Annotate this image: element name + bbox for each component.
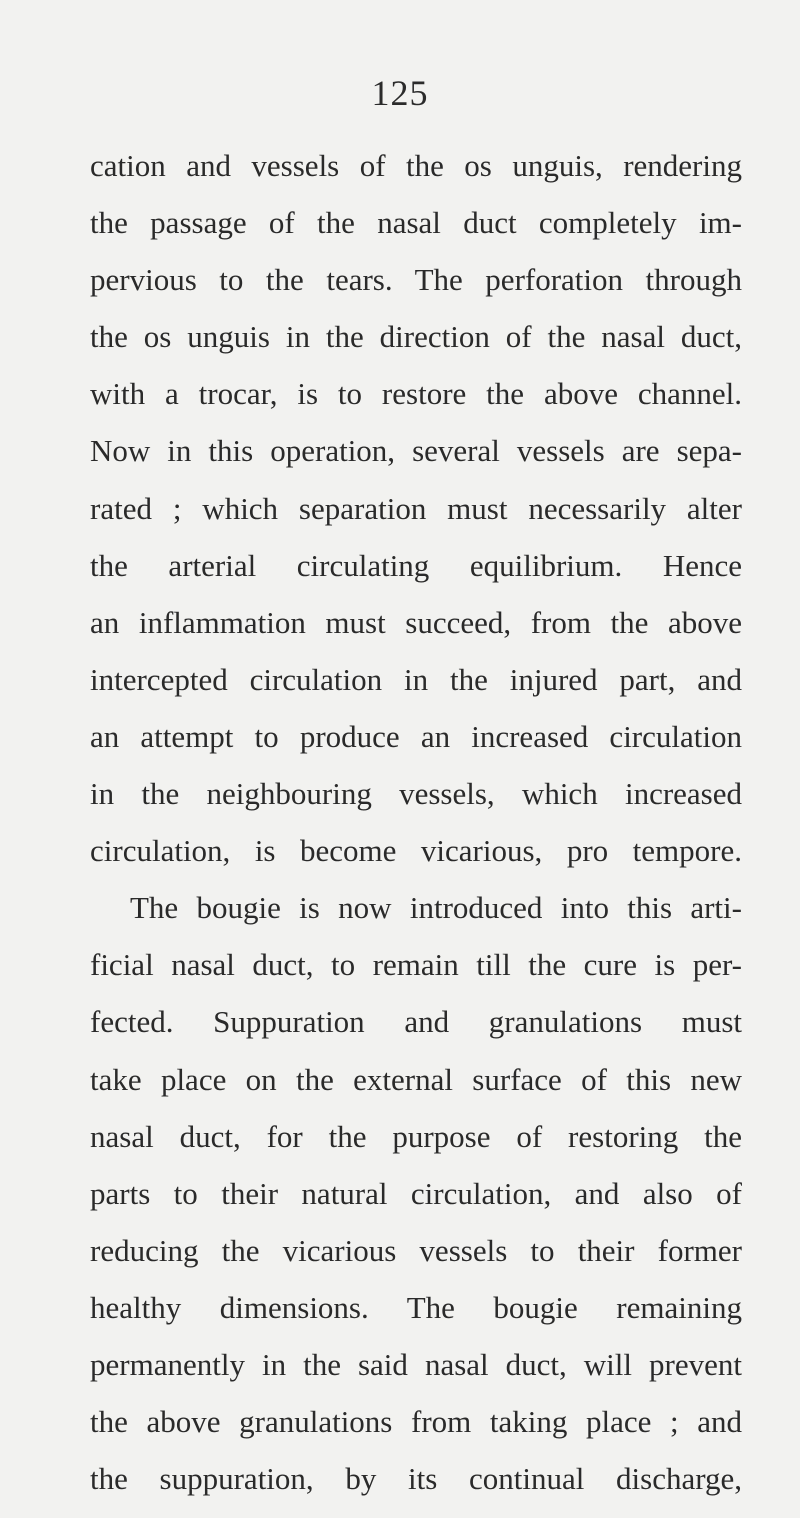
text-line: with a trocar, is to restore the above channel.	[90, 376, 742, 412]
text-line: parts to their natural circulation, and also of	[90, 1175, 742, 1211]
text-line: nasal duct, for the purpose of restoring the	[90, 1118, 742, 1154]
text-line: the above granulations from taking place ; and	[90, 1404, 742, 1440]
text-line: rated ; which separation must necessarily alter	[90, 490, 742, 526]
text-line: healthy dimensions. The bougie remaining	[90, 1289, 742, 1325]
body-text	[90, 137, 742, 1507]
text-line: cation and vessels of the os unguis, rendering	[90, 148, 742, 183]
text-line: in the neighbouring vessels, which increased	[90, 776, 742, 812]
text-line: an inflammation must succeed, from the above	[90, 604, 742, 640]
text-line: fected. Suppuration and granulations must	[90, 1004, 742, 1040]
text-line: circulation, is become vicarious, pro tempore.	[90, 833, 742, 869]
page-number: 125	[371, 73, 429, 113]
text-line: an attempt to produce an increased circulation	[90, 718, 742, 754]
text-line: permanently in the said nasal duct, will prevent	[90, 1346, 742, 1382]
text-line: reducing the vicarious vessels to their former	[90, 1232, 742, 1268]
text-line: the arterial circulating equilibrium. Hence	[90, 547, 742, 583]
text-line: the passage of the nasal duct completely im-	[90, 205, 742, 241]
text-line: the os unguis in the direction of the nasal duct,	[90, 319, 742, 355]
text-line: ficial nasal duct, to remain till the cure is per-	[90, 947, 742, 983]
text-line: The bougie is now introduced into this arti-	[130, 890, 742, 926]
text-line: intercepted circulation in the injured part, and	[90, 661, 742, 697]
text-line: take place on the external surface of this new	[90, 1061, 742, 1097]
text-line: the suppuration, by its continual discharge,	[90, 1461, 742, 1497]
text-line: pervious to the tears. The perforation through	[90, 262, 742, 298]
text-line: Now in this operation, several vessels are sepa-	[90, 433, 742, 469]
